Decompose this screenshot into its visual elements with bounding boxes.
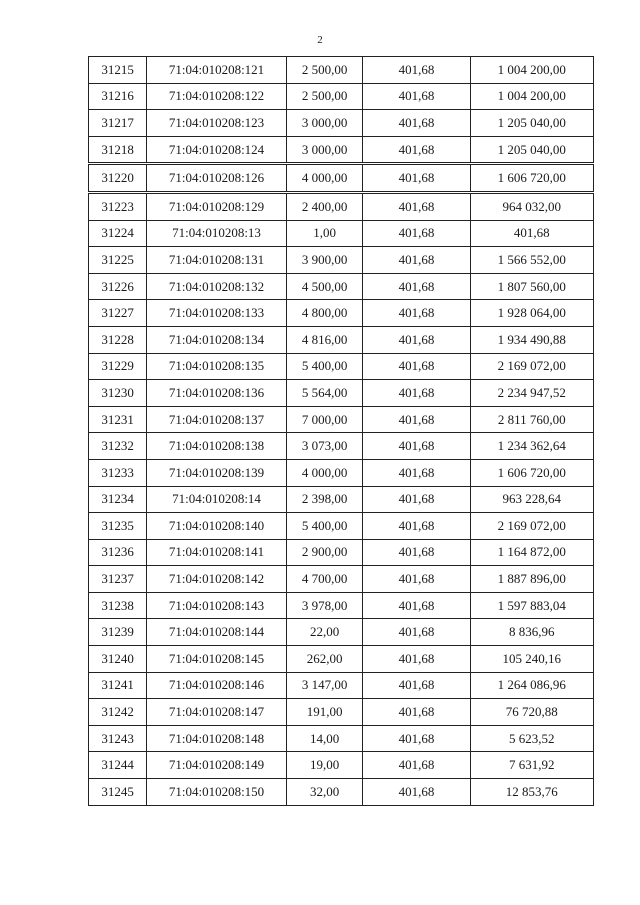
table-row <box>89 433 594 460</box>
unit-value-cell: 401,68 <box>363 83 470 110</box>
cadastral-value-cell: 8 836,96 <box>470 619 593 646</box>
unit-value-cell: 401,68 <box>363 725 470 752</box>
area-cell: 4 000,00 <box>286 459 363 486</box>
cadastral-number-cell: 71:04:010208:132 <box>147 273 287 300</box>
area-cell: 4 800,00 <box>286 300 363 327</box>
area-cell: 2 500,00 <box>286 83 363 110</box>
record-number-cell: 31231 <box>89 406 147 433</box>
cadastral-value-cell: 1 566 552,00 <box>470 247 593 274</box>
area-cell: 22,00 <box>286 619 363 646</box>
cadastral-number-cell: 71:04:010208:144 <box>147 619 287 646</box>
record-number-cell: 31239 <box>89 619 147 646</box>
table-row <box>89 459 594 486</box>
table-row <box>89 699 594 726</box>
record-number-cell: 31232 <box>89 433 147 460</box>
cadastral-value-cell: 401,68 <box>470 220 593 247</box>
cadastral-number-cell: 71:04:010208:146 <box>147 672 287 699</box>
area-cell: 191,00 <box>286 699 363 726</box>
record-number-cell: 31228 <box>89 326 147 353</box>
cadastral-value-cell: 1 234 362,64 <box>470 433 593 460</box>
unit-value-cell: 401,68 <box>363 513 470 540</box>
cadastral-value-cell: 1 928 064,00 <box>470 300 593 327</box>
unit-value-cell: 401,68 <box>363 380 470 407</box>
table-row <box>89 220 594 247</box>
cadastral-number-cell: 71:04:010208:134 <box>147 326 287 353</box>
cadastral-number-cell: 71:04:010208:133 <box>147 300 287 327</box>
record-number-cell: 31229 <box>89 353 147 380</box>
record-number-cell: 31235 <box>89 513 147 540</box>
cadastral-value-cell: 2 169 072,00 <box>470 513 593 540</box>
land-plots-table-container <box>88 56 594 806</box>
area-cell: 3 073,00 <box>286 433 363 460</box>
cadastral-value-cell: 964 032,00 <box>470 192 593 220</box>
record-number-cell: 31225 <box>89 247 147 274</box>
cadastral-number-cell: 71:04:010208:148 <box>147 725 287 752</box>
cadastral-number-cell: 71:04:010208:123 <box>147 110 287 137</box>
unit-value-cell: 401,68 <box>363 136 470 164</box>
record-number-cell: 31217 <box>89 110 147 137</box>
area-cell: 4 000,00 <box>286 164 363 193</box>
cadastral-number-cell: 71:04:010208:140 <box>147 513 287 540</box>
unit-value-cell: 401,68 <box>363 433 470 460</box>
table-row <box>89 539 594 566</box>
area-cell: 3 900,00 <box>286 247 363 274</box>
cadastral-value-cell: 1 205 040,00 <box>470 110 593 137</box>
cadastral-value-cell: 1 606 720,00 <box>470 459 593 486</box>
cadastral-number-cell: 71:04:010208:149 <box>147 752 287 779</box>
cadastral-number-cell: 71:04:010208:147 <box>147 699 287 726</box>
table-row <box>89 326 594 353</box>
unit-value-cell: 401,68 <box>363 353 470 380</box>
cadastral-number-cell: 71:04:010208:136 <box>147 380 287 407</box>
unit-value-cell: 401,68 <box>363 300 470 327</box>
unit-value-cell: 401,68 <box>363 247 470 274</box>
area-cell: 3 000,00 <box>286 136 363 164</box>
area-cell: 7 000,00 <box>286 406 363 433</box>
cadastral-value-cell: 1 606 720,00 <box>470 164 593 193</box>
page-number: 2 <box>317 34 323 46</box>
area-cell: 4 700,00 <box>286 566 363 593</box>
area-cell: 2 900,00 <box>286 539 363 566</box>
table-row <box>89 110 594 137</box>
area-cell: 3 147,00 <box>286 672 363 699</box>
cadastral-number-cell: 71:04:010208:138 <box>147 433 287 460</box>
record-number-cell: 31224 <box>89 220 147 247</box>
unit-value-cell: 401,68 <box>363 220 470 247</box>
cadastral-value-cell: 1 004 200,00 <box>470 83 593 110</box>
table-row <box>89 566 594 593</box>
unit-value-cell: 401,68 <box>363 459 470 486</box>
record-number-cell: 31243 <box>89 725 147 752</box>
area-cell: 3 978,00 <box>286 592 363 619</box>
table-body <box>89 57 594 806</box>
table-row <box>89 192 594 220</box>
table-row <box>89 353 594 380</box>
cadastral-value-cell: 2 234 947,52 <box>470 380 593 407</box>
table-row <box>89 646 594 673</box>
table-row <box>89 513 594 540</box>
table-row <box>89 136 594 164</box>
area-cell: 4 816,00 <box>286 326 363 353</box>
record-number-cell: 31241 <box>89 672 147 699</box>
record-number-cell: 31242 <box>89 699 147 726</box>
cadastral-value-cell: 1 205 040,00 <box>470 136 593 164</box>
cadastral-number-cell: 71:04:010208:142 <box>147 566 287 593</box>
table-row <box>89 779 594 806</box>
unit-value-cell: 401,68 <box>363 779 470 806</box>
area-cell: 32,00 <box>286 779 363 806</box>
record-number-cell: 31233 <box>89 459 147 486</box>
unit-value-cell: 401,68 <box>363 406 470 433</box>
cadastral-value-cell: 1 887 896,00 <box>470 566 593 593</box>
area-cell: 5 564,00 <box>286 380 363 407</box>
unit-value-cell: 401,68 <box>363 646 470 673</box>
record-number-cell: 31216 <box>89 83 147 110</box>
unit-value-cell: 401,68 <box>363 110 470 137</box>
cadastral-value-cell: 5 623,52 <box>470 725 593 752</box>
unit-value-cell: 401,68 <box>363 486 470 513</box>
table-row <box>89 752 594 779</box>
record-number-cell: 31245 <box>89 779 147 806</box>
cadastral-number-cell: 71:04:010208:13 <box>147 220 287 247</box>
land-plots-table <box>88 56 594 806</box>
record-number-cell: 31227 <box>89 300 147 327</box>
table-row <box>89 164 594 193</box>
table-row <box>89 57 594 84</box>
record-number-cell: 31218 <box>89 136 147 164</box>
cadastral-value-cell: 7 631,92 <box>470 752 593 779</box>
cadastral-number-cell: 71:04:010208:122 <box>147 83 287 110</box>
cadastral-value-cell: 1 004 200,00 <box>470 57 593 84</box>
record-number-cell: 31238 <box>89 592 147 619</box>
table-row <box>89 247 594 274</box>
area-cell: 3 000,00 <box>286 110 363 137</box>
area-cell: 4 500,00 <box>286 273 363 300</box>
record-number-cell: 31220 <box>89 164 147 193</box>
area-cell: 5 400,00 <box>286 513 363 540</box>
cadastral-number-cell: 71:04:010208:121 <box>147 57 287 84</box>
cadastral-number-cell: 71:04:010208:14 <box>147 486 287 513</box>
cadastral-number-cell: 71:04:010208:124 <box>147 136 287 164</box>
area-cell: 262,00 <box>286 646 363 673</box>
cadastral-value-cell: 1 597 883,04 <box>470 592 593 619</box>
unit-value-cell: 401,68 <box>363 273 470 300</box>
unit-value-cell: 401,68 <box>363 539 470 566</box>
cadastral-value-cell: 2 811 760,00 <box>470 406 593 433</box>
table-row <box>89 725 594 752</box>
cadastral-number-cell: 71:04:010208:141 <box>147 539 287 566</box>
cadastral-number-cell: 71:04:010208:143 <box>147 592 287 619</box>
unit-value-cell: 401,68 <box>363 164 470 193</box>
unit-value-cell: 401,68 <box>363 619 470 646</box>
cadastral-value-cell: 2 169 072,00 <box>470 353 593 380</box>
cadastral-number-cell: 71:04:010208:137 <box>147 406 287 433</box>
table-row <box>89 672 594 699</box>
cadastral-value-cell: 76 720,88 <box>470 699 593 726</box>
table-row <box>89 380 594 407</box>
cadastral-number-cell: 71:04:010208:129 <box>147 192 287 220</box>
area-cell: 2 500,00 <box>286 57 363 84</box>
cadastral-value-cell: 1 807 560,00 <box>470 273 593 300</box>
record-number-cell: 31230 <box>89 380 147 407</box>
cadastral-value-cell: 963 228,64 <box>470 486 593 513</box>
area-cell: 1,00 <box>286 220 363 247</box>
unit-value-cell: 401,68 <box>363 57 470 84</box>
area-cell: 2 398,00 <box>286 486 363 513</box>
record-number-cell: 31237 <box>89 566 147 593</box>
unit-value-cell: 401,68 <box>363 192 470 220</box>
area-cell: 19,00 <box>286 752 363 779</box>
table-row <box>89 83 594 110</box>
area-cell: 14,00 <box>286 725 363 752</box>
table-row <box>89 486 594 513</box>
unit-value-cell: 401,68 <box>363 592 470 619</box>
table-row <box>89 273 594 300</box>
table-row <box>89 592 594 619</box>
cadastral-number-cell: 71:04:010208:139 <box>147 459 287 486</box>
record-number-cell: 31240 <box>89 646 147 673</box>
record-number-cell: 31234 <box>89 486 147 513</box>
table-row <box>89 406 594 433</box>
cadastral-number-cell: 71:04:010208:135 <box>147 353 287 380</box>
cadastral-value-cell: 1 164 872,00 <box>470 539 593 566</box>
record-number-cell: 31244 <box>89 752 147 779</box>
record-number-cell: 31215 <box>89 57 147 84</box>
cadastral-value-cell: 105 240,16 <box>470 646 593 673</box>
cadastral-number-cell: 71:04:010208:126 <box>147 164 287 193</box>
table-row <box>89 619 594 646</box>
unit-value-cell: 401,68 <box>363 699 470 726</box>
cadastral-number-cell: 71:04:010208:150 <box>147 779 287 806</box>
unit-value-cell: 401,68 <box>363 672 470 699</box>
table-row <box>89 300 594 327</box>
cadastral-value-cell: 1 934 490,88 <box>470 326 593 353</box>
record-number-cell: 31236 <box>89 539 147 566</box>
cadastral-number-cell: 71:04:010208:145 <box>147 646 287 673</box>
unit-value-cell: 401,68 <box>363 752 470 779</box>
cadastral-number-cell: 71:04:010208:131 <box>147 247 287 274</box>
area-cell: 2 400,00 <box>286 192 363 220</box>
record-number-cell: 31223 <box>89 192 147 220</box>
area-cell: 5 400,00 <box>286 353 363 380</box>
cadastral-value-cell: 1 264 086,96 <box>470 672 593 699</box>
unit-value-cell: 401,68 <box>363 566 470 593</box>
record-number-cell: 31226 <box>89 273 147 300</box>
unit-value-cell: 401,68 <box>363 326 470 353</box>
cadastral-value-cell: 12 853,76 <box>470 779 593 806</box>
